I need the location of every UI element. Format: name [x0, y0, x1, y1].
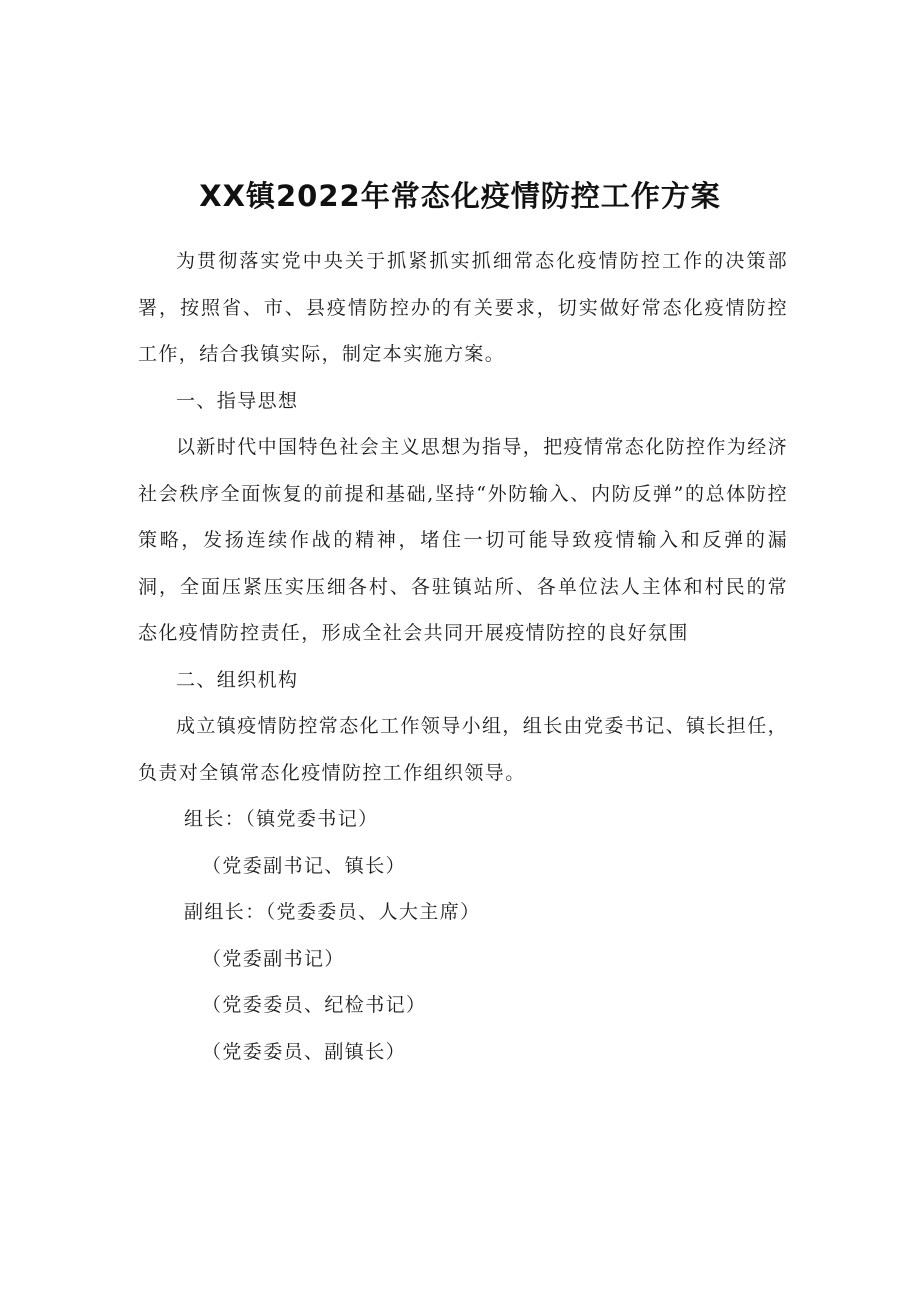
- intro-paragraph: 为贯彻落实党中央关于抓紧抓实抓细常态化疫情防控工作的决策部署，按照省、市、县疫情防控办的有关要求，切实做好常态化疫情防控工作，结合我镇实际，制定本实施方案。: [138, 250, 788, 365]
- section-1-body: 以新时代中国特色社会主义思想为指导，把疫情常态化防控作为经济社会秩序全面恢复的前提和基础,坚持“外防输入、内防反弹”的总体防控策略，发扬连续作战的精神，堵住一切可能导致疫情输入和反弹的漏洞，全面压紧压实压细各村、各驻镇站所、各单位法人主体和村民的常态化疫情防控责任，形成全社会共同开展疫情防控的良好氛围: [138, 436, 789, 644]
- document-title: XX镇2022年常态化疫情防控工作方案: [199, 179, 721, 213]
- group-leader-line: 组长：（镇党委书记）: [184, 808, 379, 830]
- document-body: [138, 238, 788, 1075]
- section-2-heading: 二、组织机构: [176, 668, 299, 691]
- deputy-leader-item: （党委委员、纪检书记）: [202, 994, 427, 1016]
- deputy-leader-line: 副组长：（党委委员、人大主席）: [184, 901, 481, 923]
- deputy-leader-item: （党委副书记）: [202, 947, 345, 970]
- group-leader-line-2: （党委副书记、镇长）: [202, 854, 407, 877]
- section-1-heading: 一、指导思想: [176, 389, 299, 412]
- section-2-body: 成立镇疫情防控常态化工作领导小组，组长由党委书记、镇长担任，负责对全镇常态化疫情防控工作组织领导。: [138, 715, 789, 784]
- deputy-leader-item: （党委委员、副镇长）: [202, 1040, 407, 1063]
